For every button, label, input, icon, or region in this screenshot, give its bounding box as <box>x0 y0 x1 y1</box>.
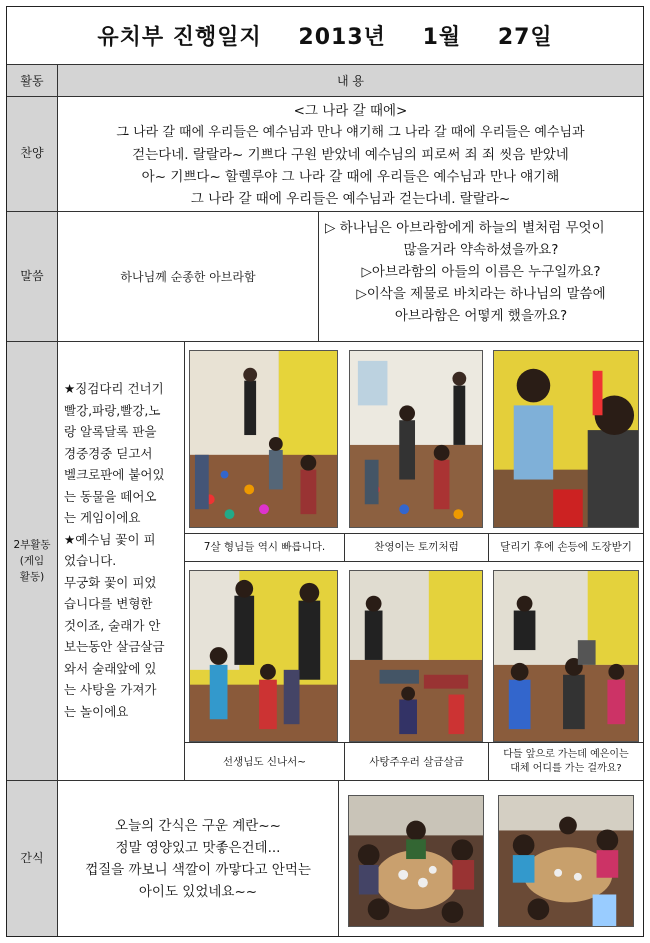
part2-label <box>7 342 58 781</box>
part2-desc-9: 무궁화 꽃이 피었 <box>64 574 157 590</box>
content-column-header: 내 용 <box>58 65 643 97</box>
part2-desc-4: 벨크로판에 붙어있 <box>64 467 165 482</box>
praise-line-1: 그 나라 갈 때에 우리들은 예수님과 만나 얘기해 그 나라 갈 때에 우리들은 예수님과 <box>116 125 585 140</box>
photo-snack-2 <box>498 795 634 927</box>
praise-content <box>58 97 643 212</box>
title-row <box>7 7 643 65</box>
word-questions <box>319 212 643 342</box>
word-label: 말씀 <box>7 212 58 342</box>
snack-line-1: 정말 영양있고 맛좋은건데... <box>115 839 281 856</box>
caption-5: 사탕주우러 살금살금 <box>345 742 489 781</box>
photo-game-1 <box>189 350 338 528</box>
snack-line-3: 아이도 있었네요~~ <box>138 883 258 900</box>
photo-snack-1 <box>348 795 484 927</box>
part2-desc-1: 빨강,파랑,빨강,노 <box>64 402 161 418</box>
part2-desc-2: 랑 알록달록 판을 <box>64 424 157 439</box>
word-line-2: ▷아브라함의 아들의 이름은 누구일까요? <box>361 264 601 280</box>
part2-desc-7: ★예수님 꽃이 피 <box>64 531 156 547</box>
word-line-1: 많을거라 약속하셨을까요? <box>403 242 559 258</box>
part2-desc-6: 는 게임이에요 <box>64 510 141 525</box>
word-line-0: ▷ 하나님은 아브라함에게 하늘의 별처럼 무엇이 <box>325 220 605 236</box>
snack-label: 간식 <box>7 781 58 936</box>
part2-desc-12: 보는동안 살금살금 <box>64 639 165 654</box>
part2-desc-10: 습니다를 변형한 <box>64 596 153 611</box>
snack-line-0: 오늘의 간식은 구운 계란~~ <box>115 817 281 834</box>
photo-game-2 <box>349 350 483 528</box>
caption-1: 7살 형님들 역시 빠릅니다. <box>185 533 345 562</box>
caption-4: 선생님도 신나서~ <box>185 742 345 781</box>
part2-photo-grid <box>185 342 643 781</box>
part2-label-line-1: (게임 <box>19 555 45 567</box>
word-topic: 하나님께 순종한 아브라함 <box>58 212 319 342</box>
part2-desc-11: 것이죠, 술래가 안 <box>64 617 161 633</box>
part2-label-line-0: 2부활동 <box>13 539 51 551</box>
snack-photos <box>339 781 643 936</box>
praise-label: 찬양 <box>7 97 58 212</box>
part2-desc-8: 었습니다. <box>64 553 117 568</box>
photo-game-5 <box>349 570 483 742</box>
caption-6-line-0: 다들 앞으로 가는데 예은이는 <box>503 749 629 760</box>
word-line-3: ▷이삭을 제물로 바치라는 하나님의 말씀에 <box>356 286 606 302</box>
daily-log-page <box>6 6 644 937</box>
part2-desc-5: 는 동물을 떼어오 <box>64 488 157 504</box>
snack-line-2: 껍질을 까보니 색깔이 까맣다고 안먹는 <box>85 861 311 878</box>
praise-line-4: 그 나라 갈 때에 우리들은 예수님과 걷는다네. 랄랄라~ <box>190 191 511 207</box>
word-line-4: 아브라함은 어떻게 했을까요? <box>394 308 568 324</box>
photo-game-3 <box>493 350 639 528</box>
snack-content <box>58 781 339 936</box>
part2-label-line-2: 활동) <box>19 571 45 583</box>
praise-line-0: <그 나라 갈 때에> <box>293 103 408 119</box>
caption-2: 찬영이는 토끼처럼 <box>345 533 489 562</box>
title-year: 2013년 <box>298 25 386 50</box>
part2-desc-13: 와서 술래앞에 있 <box>64 660 157 676</box>
title-month: 1월 <box>422 25 462 50</box>
praise-line-2: 걷는다네. 랄랄라~ 기쁘다 구원 받았네 예수님의 피로써 죄 죄 씻음 받았네 <box>132 147 569 163</box>
part2-desc-0: ★징검다리 건너기 <box>64 381 164 396</box>
caption-6 <box>489 742 643 781</box>
part2-desc-14: 는 사탕을 가져가 <box>64 682 157 697</box>
caption-3: 달리기 후에 손등에 도장받기 <box>489 533 643 562</box>
photo-game-6 <box>493 570 639 742</box>
part2-description <box>58 342 185 781</box>
activity-column-header: 활동 <box>7 65 58 97</box>
part2-desc-15: 는 놀이에요 <box>64 703 129 719</box>
praise-line-3: 아~ 기쁘다~ 할렐루야 그 나라 갈 때에 우리들은 예수님과 만나 얘기해 <box>141 169 560 185</box>
caption-6-line-1: 대체 어디를 가는 걸까요? <box>510 763 622 774</box>
title-text: 유치부 진행일지 <box>97 25 262 50</box>
page-title <box>83 20 566 51</box>
title-day: 27일 <box>497 25 553 50</box>
part2-desc-3: 경중경중 딛고서 <box>64 445 153 461</box>
photo-game-4 <box>189 570 338 742</box>
